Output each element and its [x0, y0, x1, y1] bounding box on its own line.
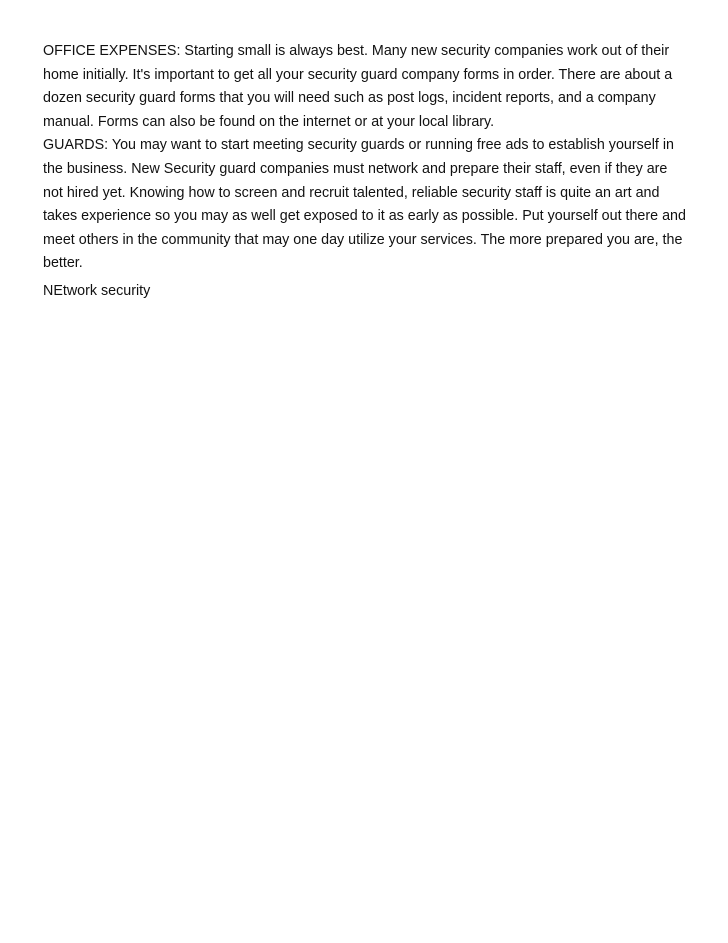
text-line: home initially. It's important to get all your security guard company forms in order. There are about a — [43, 66, 673, 83]
text-line: dozen security guard forms that you will need such as post logs, incident reports, and a company — [43, 90, 656, 107]
text-line: OFFICE EXPENSES: Starting small is always best. Many new security companies work out of their — [43, 43, 670, 59]
text-line: the business. New Security guard companies must network and prepare their staff, even if they are — [43, 160, 668, 177]
text-line: takes experience so you may as well get exposed to it as early as possible. Put yourself out there and — [43, 208, 686, 225]
network-security-heading: NEtwork security — [43, 283, 151, 299]
text-line: manual. Forms can also be found on the internet or at your local library. — [43, 113, 495, 130]
body-text — [43, 40, 691, 276]
text-line: GUARDS: You may want to start meeting security guards or running free ads to establish yourself in — [43, 137, 674, 154]
text-line: meet others in the community that may one day utilize your services. The more prepared you are, the — [43, 231, 683, 248]
text-line: better. — [43, 255, 83, 272]
text-line: not hired yet. Knowing how to screen and recruit talented, reliable security staff is quite an art and — [43, 184, 660, 201]
